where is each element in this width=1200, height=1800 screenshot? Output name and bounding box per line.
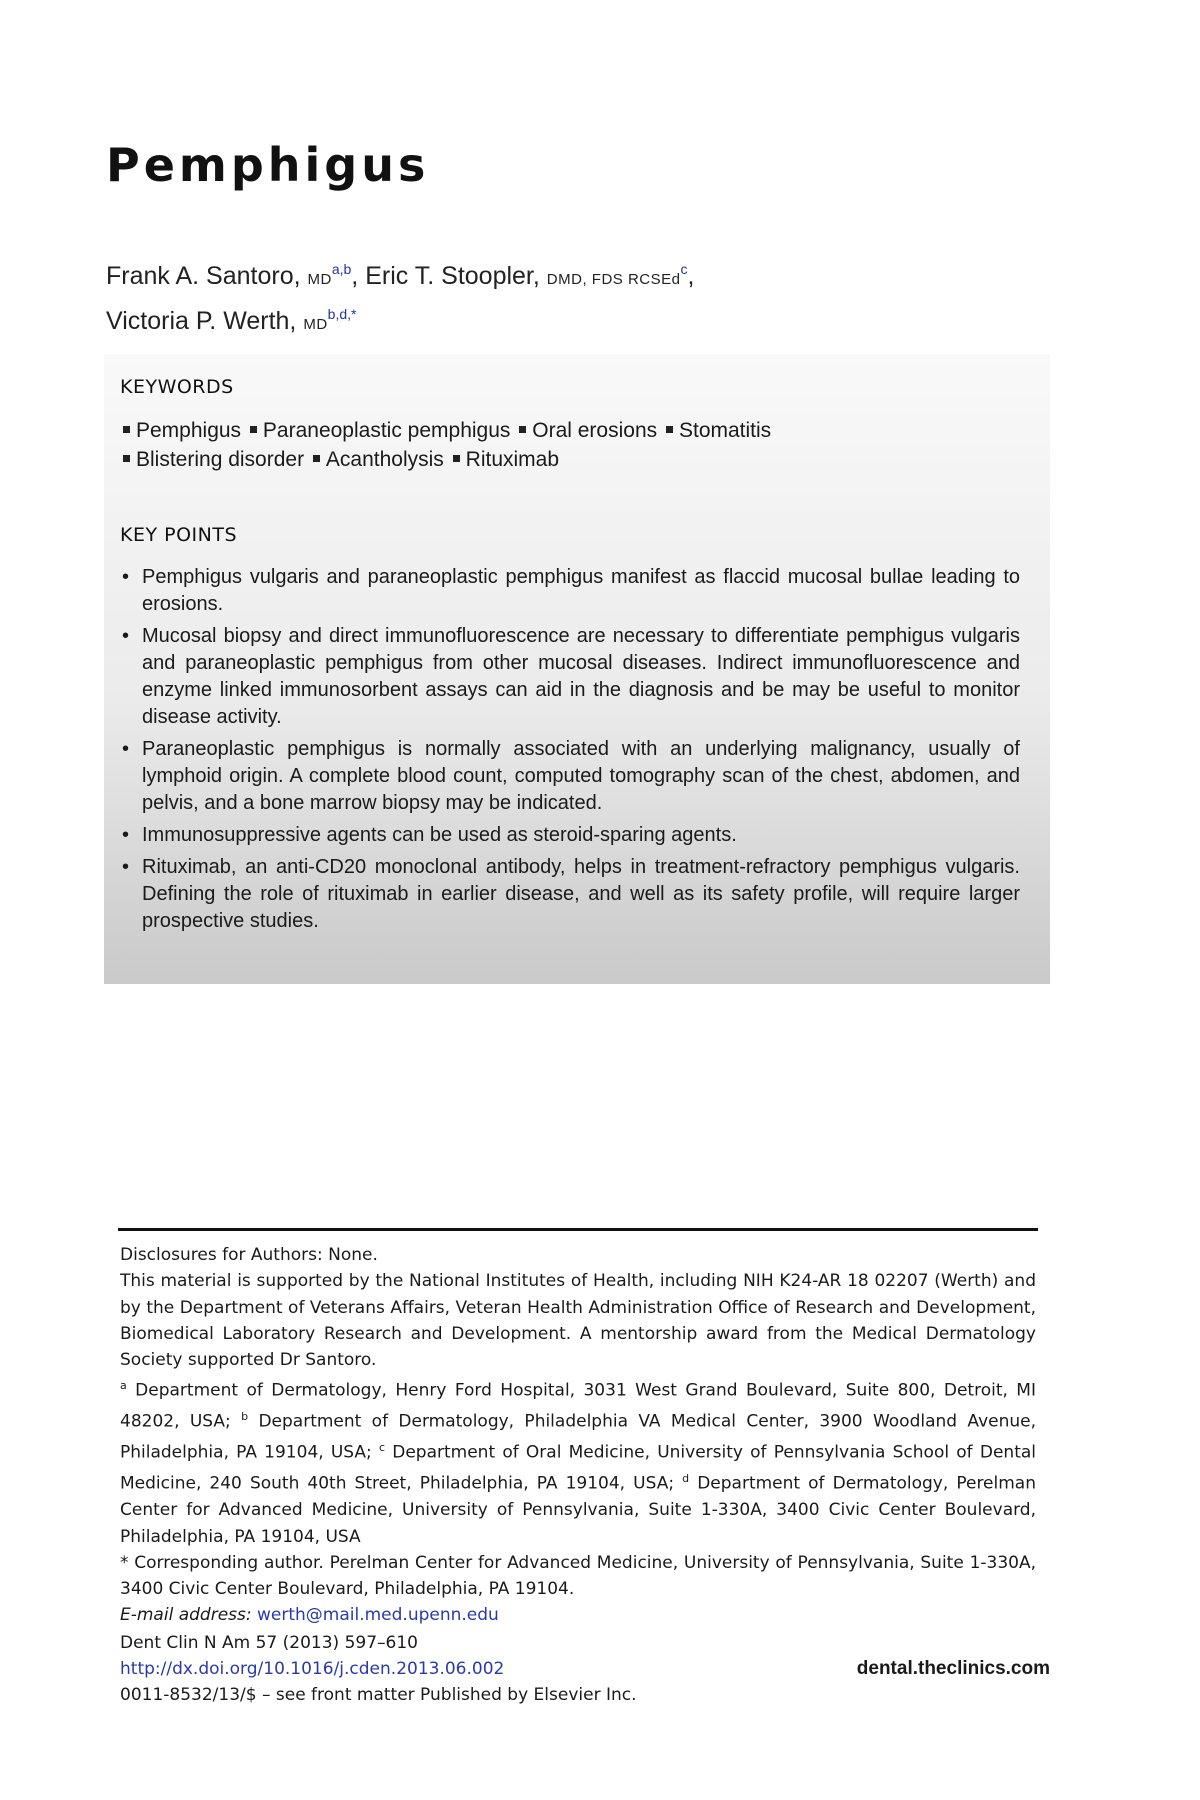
keyword-text: Blistering disorder [136,448,305,471]
disclosures-note: Disclosures for Authors: None. [120,1245,378,1265]
author-line-2 [106,297,1066,342]
keyword-text: Rituximab [465,448,560,471]
funding-note: This material is supported by the National Institutes of Health, including NIH K24-AR 18 02207 (Werth) and by the Department of Veterans Affairs, Veteran Health Administration Office of Research and Development, Biomedical Laboratory Research and Development. A mentorship award from the Medical Dermatology Society supported Dr Santoro. [120,1271,1036,1371]
square-bullet-icon [453,455,460,462]
email-note [120,1602,1036,1628]
square-bullet-icon [250,426,257,433]
author-name: Eric T. Stoopler, [365,262,540,290]
journal-website[interactable]: dental.theclinics.com [856,1658,1050,1679]
keywords-line-2 [120,445,1020,474]
keyword-item [516,419,657,442]
author-name: Victoria P. Werth, [106,307,297,335]
affiliation-mark[interactable]: b,d,* [327,306,357,322]
footnote-divider [118,1228,1038,1231]
affiliation-c: Department of Oral Medicine, University of Pennsylvania School of Dental Medicine, 240 South 40th Street, Philadelphia, PA 19104, USA; [120,1443,1036,1494]
square-bullet-icon [313,455,320,462]
affiliation-mark: d [682,1472,690,1486]
corresponding-author-note [120,1550,1036,1603]
keywords-heading: KEYWORDS [120,376,234,398]
author-degree: MD [303,316,328,333]
issn-line: 0011-8532/13/$ – see front matter Published by Elsevier Inc. [120,1685,637,1705]
keyword-item [663,419,771,442]
affiliations-note [120,1373,1036,1549]
square-bullet-icon [666,426,673,433]
square-bullet-icon [123,455,130,462]
key-point-item: • Immunosuppressive agents can be used as steroid-sparing agents. [120,822,1020,849]
keyword-text: Oral erosions [532,419,658,442]
corresponding-text: Corresponding author. Perelman Center for Advanced Medicine, University of Pennsylvania, Suite 1-330A, 3400 Civic Center Boulevard, Philadelphia, PA 19104. [120,1552,1036,1600]
keyword-item [450,448,559,471]
article-title: Pemphigus [106,138,430,192]
square-bullet-icon [519,426,526,433]
square-bullet-icon [123,426,130,433]
email-label: E-mail address: [120,1605,252,1626]
keyword-text: Paraneoplastic pemphigus [262,419,511,442]
affiliation-a: Department of Dermatology, Henry Ford Hospital, 3031 West Grand Boulevard, Suite 800, Detroit, MI 48202, USA; [120,1381,1036,1433]
affiliation-mark: a [120,1379,127,1393]
author-degree: MD [307,271,332,288]
keyword-item [310,448,444,471]
keyword-text: Pemphigus [136,419,242,442]
affiliation-mark: b [241,1410,249,1424]
keyword-item [120,448,304,471]
keywords-list [120,416,1020,474]
citation-block [120,1630,1050,1708]
affiliation-mark: c [378,1441,386,1455]
email-link[interactable]: werth@mail.med.upenn.edu [257,1605,499,1626]
affiliation-mark[interactable]: a,b [331,261,352,277]
author-line-1: Frank A. Santoro, MD$^{a,b}$, Eric T. Stoopler, DMD, FDS RCSEd$^c$, [106,261,695,290]
key-point-item: • Rituximab, an anti-CD20 monoclonal antibody, helps in treatment-refractory pemphigus vulgaris. Defining the role of rituximab in earlier disease, and well as its safety profile, will require larger prospective studies. [120,854,1020,935]
author-name: Frank A. Santoro, [106,262,301,290]
keywords-keypoints-box [104,354,1050,984]
footnotes [120,1242,1036,1629]
key-points-list [120,564,1020,940]
keyword-item [247,419,511,442]
keywords-line-1 [120,416,1020,445]
affiliation-mark[interactable]: c [680,261,688,277]
affiliation-d: Department of Dermatology, Perelman Center for Advanced Medicine, University of Pennsylvania, Suite 1-330A, 3400 Civic Center Boulevard, Philadelphia, PA 19104, USA [120,1474,1036,1547]
corresponding-mark: * [120,1552,129,1573]
doi-link[interactable]: http://dx.doi.org/10.1016/j.cden.2013.06.002 [120,1659,505,1679]
keyword-item [120,419,241,442]
key-points-heading: KEY POINTS [120,524,238,546]
affiliation-b: Department of Dermatology, Philadelphia VA Medical Center, 3900 Woodland Avenue, Philadelphia, PA 19104, USA; [120,1412,1036,1464]
author-list [106,252,1066,342]
key-point-item: • Pemphigus vulgaris and paraneoplastic pemphigus manifest as flaccid mucosal bullae leading to erosions. [120,564,1020,618]
key-point-item: • Mucosal biopsy and direct immunofluorescence are necessary to differentiate pemphigus vulgaris and paraneoplastic pemphigus from other mucosal diseases. Indirect immunofluorescence and enzyme linked immunosorbent assays can aid in the diagnosis and be may be useful to monitor disease activity. [120,623,1020,731]
keyword-text: Stomatitis [678,419,772,442]
journal-citation: Dent Clin N Am 57 (2013) 597–610 [120,1633,418,1653]
key-point-item: • Paraneoplastic pemphigus is normally associated with an underlying malignancy, usually of lymphoid origin. A complete blood count, computed tomography scan of the chest, abdomen, and pelvis, and a bone marrow biopsy may be indicated. [120,736,1020,817]
author-degree: DMD, FDS RCSEd [546,271,681,288]
keyword-text: Acantholysis [325,448,444,471]
